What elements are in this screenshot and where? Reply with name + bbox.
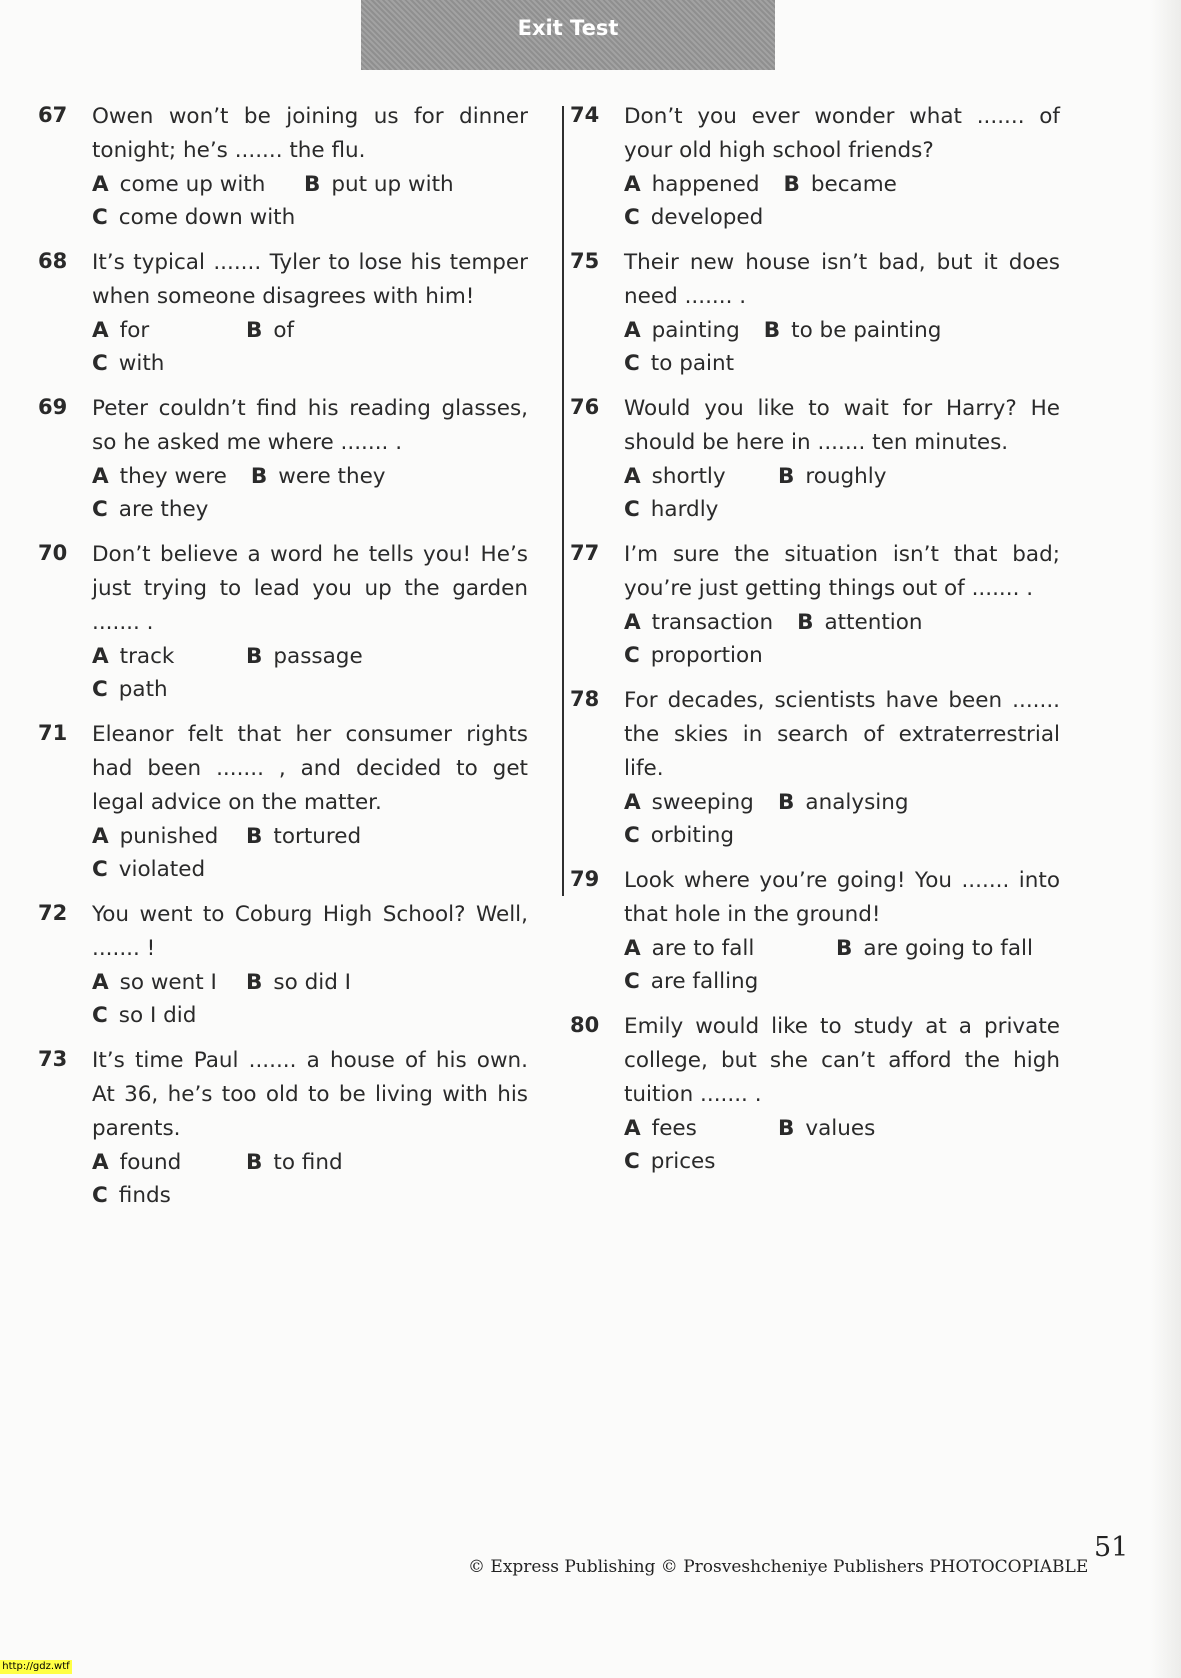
option-letter: B xyxy=(778,464,795,489)
question-item xyxy=(38,100,528,234)
option-text: to be painting xyxy=(791,318,942,343)
answer-option-b xyxy=(778,460,932,493)
option-letter: A xyxy=(624,936,641,961)
question-number: 79 xyxy=(570,867,600,891)
question-number: 80 xyxy=(570,1013,600,1037)
option-letter: C xyxy=(624,351,640,376)
question-text: It’s time Paul ....... a house of his own. At 36, he’s too old to be living with his parents. xyxy=(92,1048,528,1141)
option-letter: C xyxy=(92,497,108,522)
option-letter: A xyxy=(624,464,641,489)
option-text: come down with xyxy=(118,205,296,230)
question-item xyxy=(570,684,1060,852)
answer-option-c xyxy=(92,673,246,706)
question-item xyxy=(38,898,528,1032)
answer-option-c xyxy=(624,1145,778,1178)
answer-option-b xyxy=(246,640,400,673)
question-text: Their new house isn’t bad, but it does need ....... . xyxy=(624,250,1060,309)
option-letter: C xyxy=(624,1149,640,1174)
answer-options xyxy=(624,932,1060,998)
question-number: 75 xyxy=(570,249,600,273)
option-text: finds xyxy=(118,1183,171,1208)
option-text: transaction xyxy=(651,610,774,635)
answer-option-c xyxy=(92,201,304,234)
option-letter: B xyxy=(250,464,268,489)
answer-options xyxy=(92,460,528,526)
option-letter: B xyxy=(246,824,263,849)
question-number: 74 xyxy=(570,103,600,127)
answer-options xyxy=(92,314,528,380)
site-badge: http://gdz.wtf xyxy=(0,1660,72,1674)
option-letter: A xyxy=(624,172,641,197)
right-column xyxy=(570,100,1060,1190)
option-letter: C xyxy=(624,969,640,994)
answer-option-a xyxy=(624,1112,778,1145)
option-letter: A xyxy=(624,1116,641,1141)
question-text: I’m sure the situation isn’t that bad; you’re just getting things out of ....... . xyxy=(624,542,1060,601)
question-text: For decades, scientists have been ....... the skies in search of extraterrestrial life. xyxy=(624,688,1060,781)
option-letter: A xyxy=(92,970,109,995)
question-item xyxy=(570,100,1060,234)
option-letter: B xyxy=(783,172,800,197)
answer-option-c xyxy=(624,819,778,852)
question-text: Would you like to wait for Harry? He should be here in ....... ten minutes. xyxy=(624,396,1060,455)
left-column xyxy=(38,100,528,1224)
answer-options xyxy=(624,460,1060,526)
question-number: 78 xyxy=(570,687,600,711)
answer-option-b xyxy=(836,932,1048,965)
answer-option-c xyxy=(92,347,246,380)
question-item xyxy=(570,246,1060,380)
option-text: come up with xyxy=(119,172,266,197)
question-text: Emily would like to study at a private college, but she can’t afford the high tuition ....... . xyxy=(624,1014,1060,1107)
option-letter: B xyxy=(763,318,781,343)
option-text: violated xyxy=(118,857,206,882)
answer-options xyxy=(92,1146,528,1212)
option-letter: C xyxy=(92,677,108,702)
question-item xyxy=(38,246,528,380)
answer-options xyxy=(92,820,528,886)
option-text: orbiting xyxy=(650,823,735,848)
option-letter: C xyxy=(92,857,108,882)
answer-option-a xyxy=(92,820,246,853)
option-text: happened xyxy=(651,172,760,197)
answer-option-c xyxy=(624,639,763,672)
question-number: 77 xyxy=(570,541,600,565)
answer-option-a xyxy=(92,966,246,999)
question-item xyxy=(570,864,1060,998)
option-letter: C xyxy=(624,643,640,668)
question-text: Look where you’re going! You ....... into that hole in the ground! xyxy=(624,868,1060,927)
page-number: 51 xyxy=(1094,1532,1129,1563)
option-letter: C xyxy=(92,205,108,230)
answer-option-a xyxy=(624,460,778,493)
option-text: are going to fall xyxy=(863,936,1033,961)
option-letter: A xyxy=(92,172,109,197)
answer-option-a xyxy=(624,168,759,201)
option-letter: B xyxy=(836,936,853,961)
option-text: they were xyxy=(119,464,227,489)
question-item xyxy=(570,392,1060,526)
option-text: are falling xyxy=(650,969,759,994)
question-text: Don’t believe a word he tells you! He’s just trying to lead you up the garden ....... . xyxy=(92,542,528,635)
option-text: shortly xyxy=(651,464,726,489)
question-item xyxy=(38,538,528,706)
answer-options xyxy=(624,1112,1060,1178)
question-item xyxy=(38,392,528,526)
answer-option-b xyxy=(304,168,516,201)
answer-option-c xyxy=(624,493,778,526)
answer-option-b xyxy=(764,314,942,347)
answer-option-b xyxy=(246,314,400,347)
option-letter: A xyxy=(624,790,641,815)
answer-option-a xyxy=(624,786,778,819)
answer-options xyxy=(92,168,528,234)
option-letter: C xyxy=(92,351,108,376)
question-text: It’s typical ....... Tyler to lose his temper when someone disagrees with him! xyxy=(92,250,528,309)
section-title: Exit Test xyxy=(517,16,619,40)
copyright-notice: © Express Publishing © Prosveshcheniye Publishers PHOTOCOPIABLE xyxy=(468,1557,1089,1577)
question-number: 69 xyxy=(38,395,68,419)
option-text: were they xyxy=(278,464,386,489)
option-text: became xyxy=(810,172,897,197)
option-letter: B xyxy=(797,610,814,635)
answer-option-b xyxy=(797,606,922,639)
section-header xyxy=(361,0,775,70)
answer-option-b xyxy=(246,966,400,999)
option-letter: B xyxy=(304,172,321,197)
column-divider xyxy=(562,106,564,896)
answer-options xyxy=(624,786,1060,852)
option-text: sweeping xyxy=(651,790,754,815)
option-text: so went I xyxy=(119,970,217,995)
question-text: Eleanor felt that her consumer rights had been ....... , and decided to get legal advice on the matter. xyxy=(92,722,528,815)
option-letter: A xyxy=(624,318,641,343)
answer-option-a xyxy=(624,606,773,639)
option-text: fees xyxy=(651,1116,697,1141)
answer-option-c xyxy=(92,493,208,526)
answer-option-b xyxy=(778,786,932,819)
option-text: so did I xyxy=(273,970,352,995)
question-item xyxy=(38,1044,528,1212)
option-text: attention xyxy=(824,610,923,635)
answer-option-b xyxy=(246,1146,400,1179)
question-text: Owen won’t be joining us for dinner tonight; he’s ....... the flu. xyxy=(92,104,528,163)
answer-option-b xyxy=(251,460,386,493)
option-text: roughly xyxy=(805,464,887,489)
option-text: painting xyxy=(651,318,740,343)
answer-option-a xyxy=(92,640,246,673)
option-letter: A xyxy=(92,824,109,849)
answer-option-b xyxy=(778,1112,932,1145)
option-text: of xyxy=(273,318,295,343)
question-text: Don’t you ever wonder what ....... of your old high school friends? xyxy=(624,104,1060,163)
answer-option-a xyxy=(624,932,836,965)
answer-option-a xyxy=(92,460,227,493)
option-letter: B xyxy=(778,1116,795,1141)
answer-option-c xyxy=(624,201,763,234)
answer-option-c xyxy=(624,965,836,998)
option-letter: A xyxy=(92,1150,109,1175)
question-item xyxy=(570,1010,1060,1178)
answer-options xyxy=(92,966,528,1032)
answer-option-c xyxy=(624,347,734,380)
question-number: 72 xyxy=(38,901,68,925)
option-letter: A xyxy=(624,610,641,635)
option-text: are to fall xyxy=(651,936,755,961)
option-letter: C xyxy=(92,1003,108,1028)
page-edge-shadow xyxy=(1151,0,1181,1678)
option-text: passage xyxy=(273,644,363,669)
option-text: track xyxy=(119,644,175,669)
option-text: put up with xyxy=(331,172,454,197)
option-text: to find xyxy=(273,1150,343,1175)
answer-option-b xyxy=(783,168,896,201)
answer-option-a xyxy=(624,314,740,347)
option-letter: A xyxy=(92,644,109,669)
answer-options xyxy=(624,314,1060,380)
option-text: are they xyxy=(118,497,209,522)
question-number: 68 xyxy=(38,249,68,273)
option-letter: C xyxy=(624,205,640,230)
option-text: with xyxy=(118,351,165,376)
question-number: 67 xyxy=(38,103,68,127)
question-number: 73 xyxy=(38,1047,68,1071)
option-letter: B xyxy=(246,644,263,669)
answer-option-b xyxy=(246,820,400,853)
question-number: 70 xyxy=(38,541,68,565)
option-letter: B xyxy=(246,318,263,343)
answer-option-a xyxy=(92,168,304,201)
answer-options xyxy=(624,168,1060,234)
option-text: values xyxy=(805,1116,876,1141)
option-letter: C xyxy=(92,1183,108,1208)
answer-options xyxy=(624,606,1060,672)
option-text: analysing xyxy=(805,790,909,815)
option-text: tortured xyxy=(273,824,362,849)
option-text: prices xyxy=(650,1149,716,1174)
option-letter: C xyxy=(624,823,640,848)
option-text: developed xyxy=(650,205,764,230)
answer-options xyxy=(92,640,528,706)
question-number: 71 xyxy=(38,721,68,745)
option-text: so I did xyxy=(118,1003,197,1028)
option-text: for xyxy=(119,318,150,343)
option-text: found xyxy=(119,1150,182,1175)
answer-option-a xyxy=(92,314,246,347)
option-text: path xyxy=(118,677,168,702)
option-letter: A xyxy=(92,318,109,343)
option-letter: B xyxy=(778,790,795,815)
question-item xyxy=(570,538,1060,672)
option-letter: B xyxy=(246,970,263,995)
option-text: punished xyxy=(119,824,219,849)
question-number: 76 xyxy=(570,395,600,419)
answer-option-c xyxy=(92,853,246,886)
option-letter: C xyxy=(624,497,640,522)
option-letter: A xyxy=(92,464,109,489)
option-letter: B xyxy=(246,1150,263,1175)
question-text: Peter couldn’t find his reading glasses, so he asked me where ....... . xyxy=(92,396,528,455)
option-text: hardly xyxy=(650,497,719,522)
option-text: to paint xyxy=(650,351,735,376)
option-text: proportion xyxy=(650,643,763,668)
answer-option-a xyxy=(92,1146,246,1179)
answer-option-c xyxy=(92,999,246,1032)
question-item xyxy=(38,718,528,886)
question-text: You went to Coburg High School? Well, ....... ! xyxy=(92,902,528,961)
answer-option-c xyxy=(92,1179,246,1212)
